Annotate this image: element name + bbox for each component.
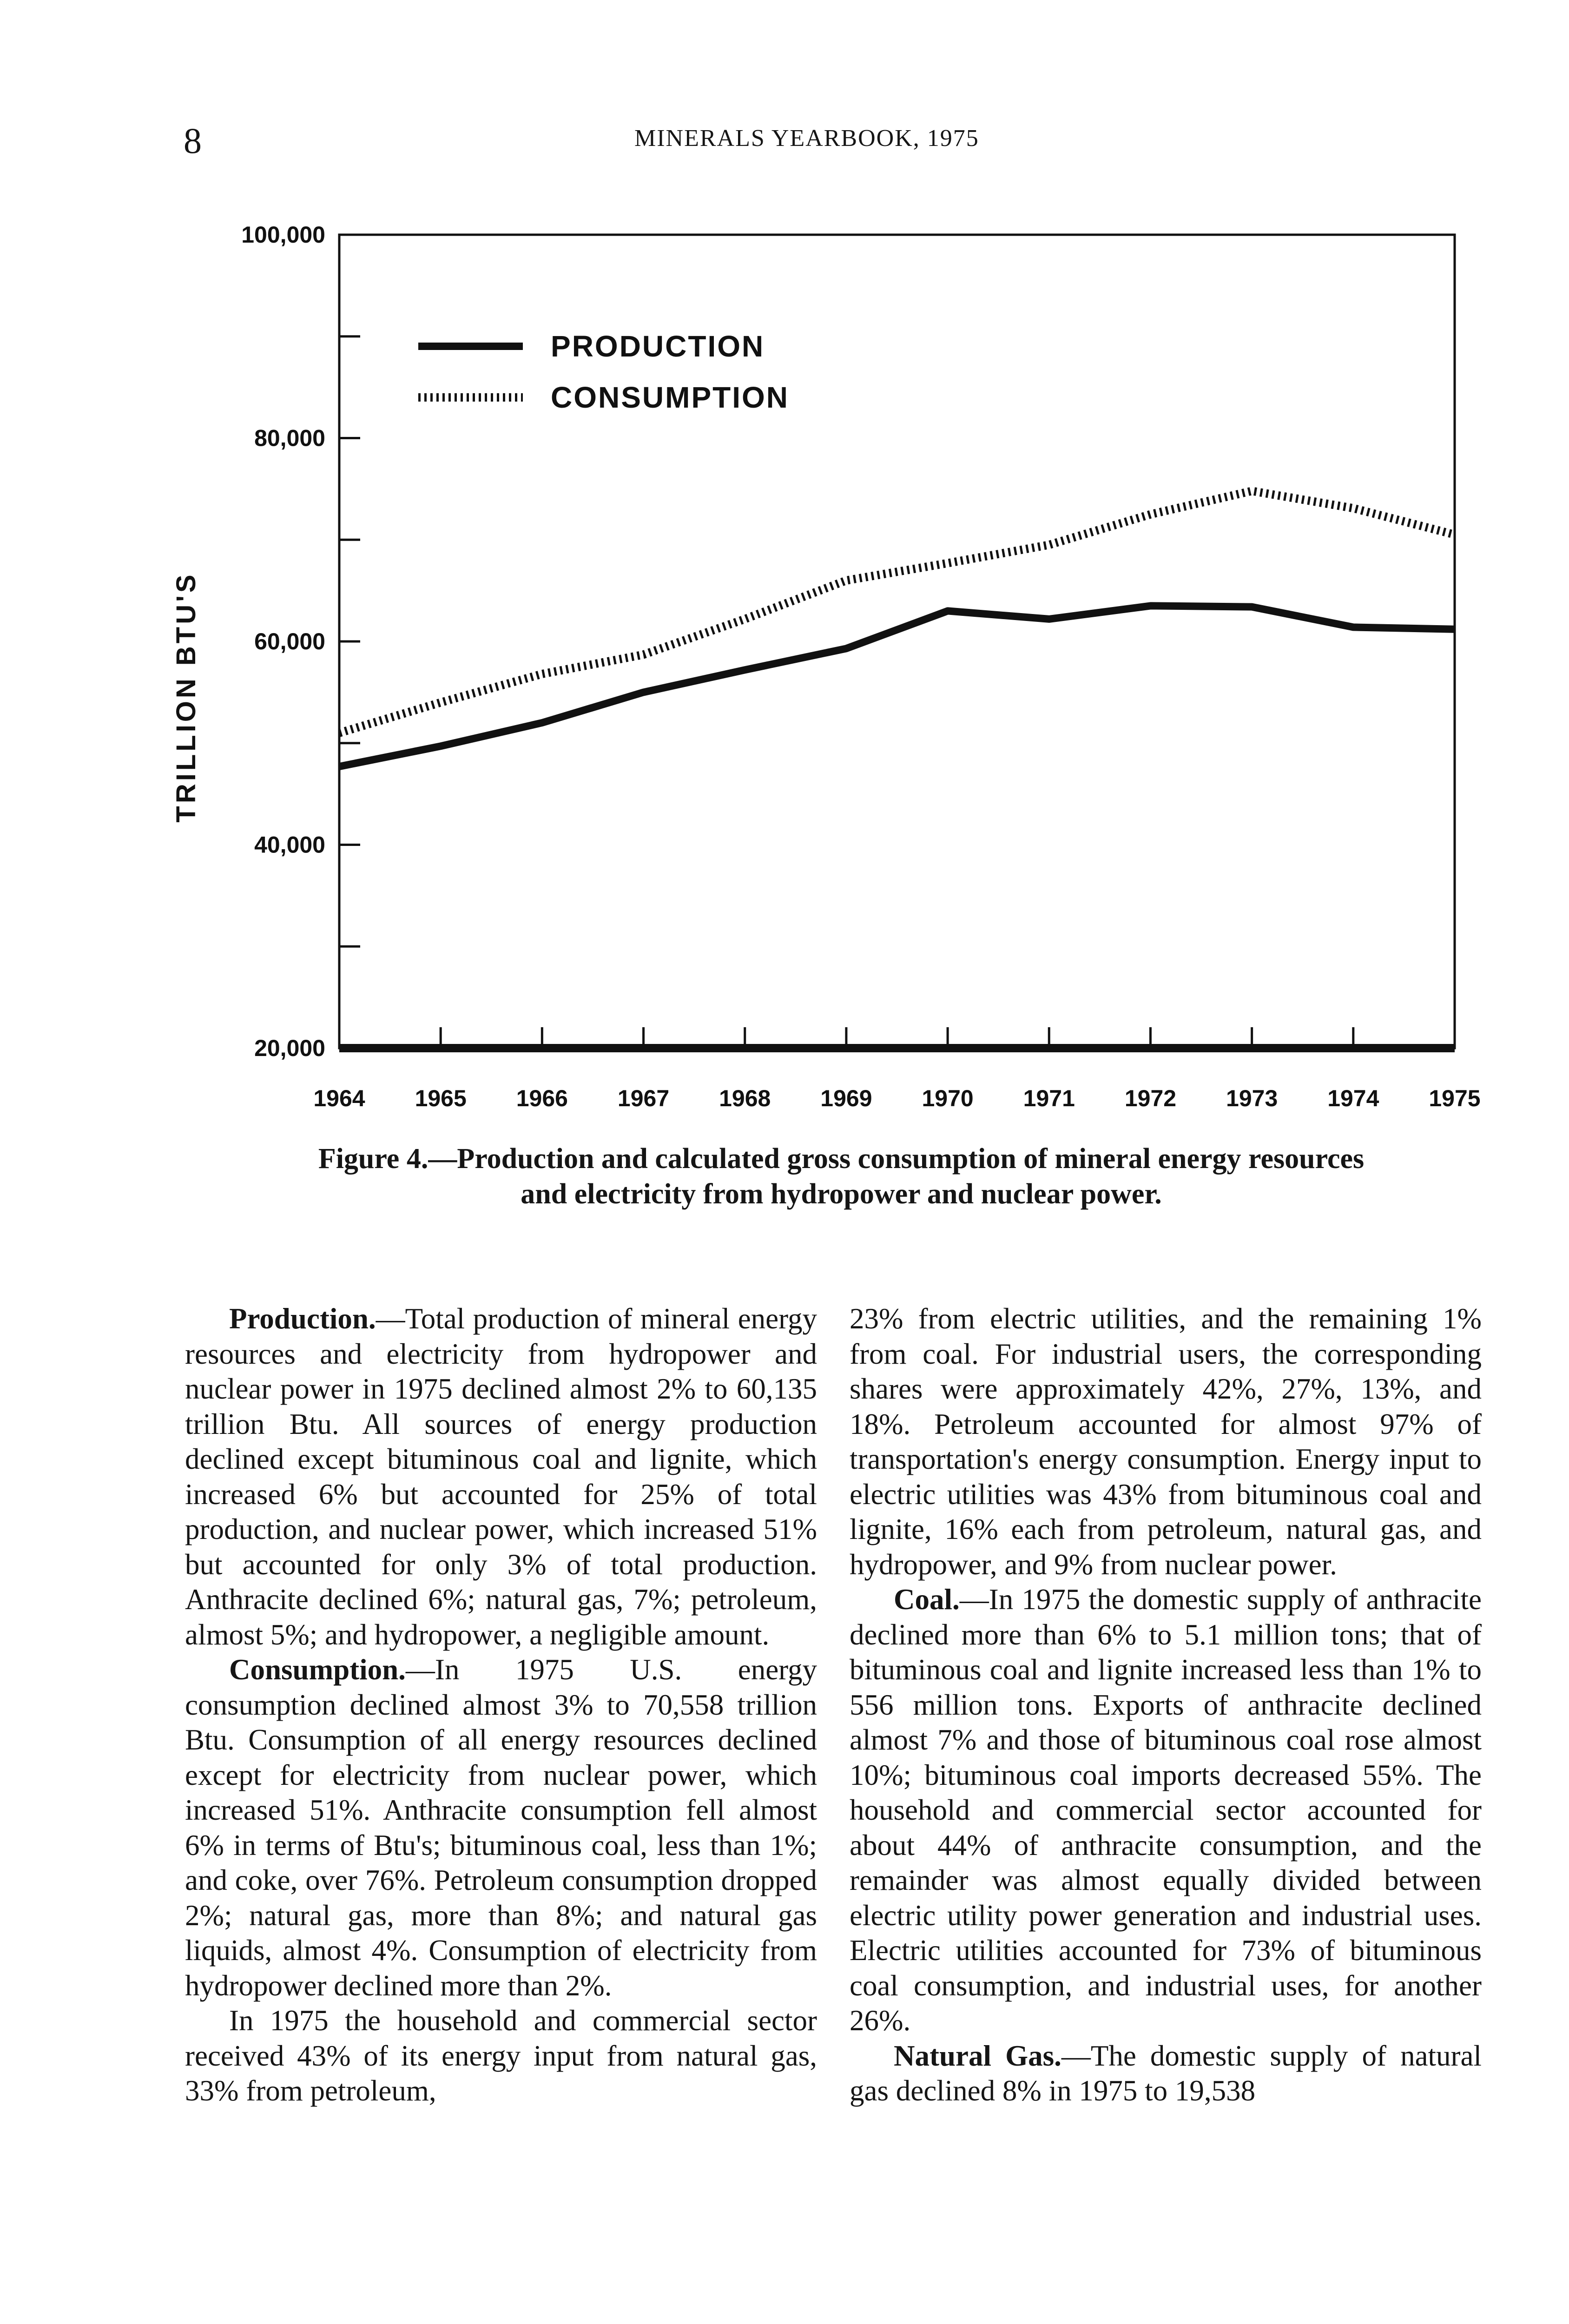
- consumption-text: —In 1975 U.S. energy consumption declined almost 3% to 70,558 trillion Btu. Consumption of all energy resources declined except for electricity from nuclear power, which increased 51%. Anthracite consumption fell almost 6% in terms of Btu's; bituminous coal, less than 1%; and coke, over 76%. Petroleum consumption dropped 2%; natural gas, more than 8%; and natural gas liquids, almost 4%. Consumption of electricity from hydropower declined more than 2%.: [185, 1653, 817, 2002]
- figure-caption-line1: —Production and calculated gross consumption of mineral energy resources: [428, 1143, 1365, 1175]
- coal-paragraph: [850, 1582, 1482, 2039]
- production-paragraph: [185, 1301, 817, 1652]
- right-column: [850, 1301, 1482, 2109]
- plot-frame: [339, 235, 1455, 1048]
- left-column: [185, 1301, 817, 2109]
- sector-paragraph: In 1975 the household and commercial sector received 43% of its energy input from natural gas, 33% from petroleum,: [185, 2004, 817, 2107]
- coal-heading: Coal.: [894, 1583, 960, 1616]
- running-title: MINERALS YEARBOOK, 1975: [634, 125, 979, 152]
- y-tick-label: 60,000: [254, 628, 325, 654]
- x-tick-label: 1966: [516, 1085, 568, 1111]
- x-tick-label: 1964: [313, 1085, 365, 1111]
- consumption-paragraph: [185, 1652, 817, 2003]
- natural-gas-paragraph: [850, 2039, 1482, 2109]
- energy-line-chart: [0, 0, 1569, 1116]
- x-tick-label: 1973: [1226, 1085, 1278, 1111]
- legend-label-production: PRODUCTION: [551, 330, 765, 363]
- x-tick-label: 1965: [415, 1085, 467, 1111]
- x-tick-label: 1968: [719, 1085, 771, 1111]
- x-tick-label: 1971: [1023, 1085, 1075, 1111]
- consumption-heading: Consumption.: [229, 1653, 406, 1686]
- coal-text: —In 1975 the domestic supply of anthracite declined more than 6% to 5.1 million tons; that of bituminous coal and lignite increased less than 1% to 556 million tons. Exports of anthracite declined almost 7% and those of bituminous coal rose almost 10%; bituminous coal imports decreased 55%. The household and commercial sector accounted for about 44% of anthracite consumption, and the remainder was almost equally divided between electric utility power generation and industrial uses. Electric utilities accounted for 73% of bituminous coal consumption, and industrial uses, for another 26%.: [850, 1583, 1482, 2037]
- y-tick-label: 100,000: [241, 222, 325, 248]
- production-text: —Total production of mineral energy resources and electricity from hydropower and nuclear power in 1975 declined almost 2% to 60,135 trillion Btu. All sources of energy production declined except bituminous coal and lignite, which increased 6% but accounted for 25% of total production, and nuclear power, which increased 51% but accounted for only 3% of total production. Anthracite declined 6%; natural gas, 7%; petroleum, almost 5%; and hydropower, a negligible amount.: [185, 1302, 817, 1651]
- legend-label-consumption: CONSUMPTION: [551, 381, 789, 414]
- x-tick-label: 1969: [820, 1085, 872, 1111]
- sector-continued-paragraph: 23% from electric utilities, and the remaining 1% from coal. For industrial users, the corresponding shares were approximately 42%, 27%, 13%, and 18%. Petroleum accounted for almost 97% of transportation's energy consumption. Energy input to electric utilities was 43% from bituminous coal and lignite, 16% each from petroleum, natural gas, and hydropower, and 9% from nuclear power.: [850, 1302, 1482, 1581]
- x-tick-label: 1970: [922, 1085, 974, 1111]
- figure-caption: [186, 1141, 1496, 1212]
- x-tick-label: 1972: [1124, 1085, 1177, 1111]
- y-tick-label: 40,000: [254, 832, 325, 858]
- x-tick-label: 1974: [1327, 1085, 1379, 1111]
- production-heading: Production.: [229, 1302, 376, 1335]
- y-tick-label: 20,000: [254, 1035, 325, 1061]
- x-tick-label: 1975: [1429, 1085, 1481, 1111]
- page-number: 8: [184, 120, 202, 161]
- natural-gas-text: —The domestic supply of natural gas declined 8% in 1975 to 19,538: [850, 2039, 1482, 2107]
- y-tick-label: 80,000: [254, 425, 325, 451]
- x-tick-label: 1967: [617, 1085, 670, 1111]
- figure-caption-line2: and electricity from hydropower and nuclear power.: [521, 1178, 1162, 1210]
- series-line-production: [339, 606, 1455, 766]
- y-axis-title: TRILLION BTU'S: [171, 572, 201, 823]
- natural-gas-heading: Natural Gas.: [894, 2039, 1061, 2072]
- figure-label: Figure 4.: [318, 1143, 429, 1175]
